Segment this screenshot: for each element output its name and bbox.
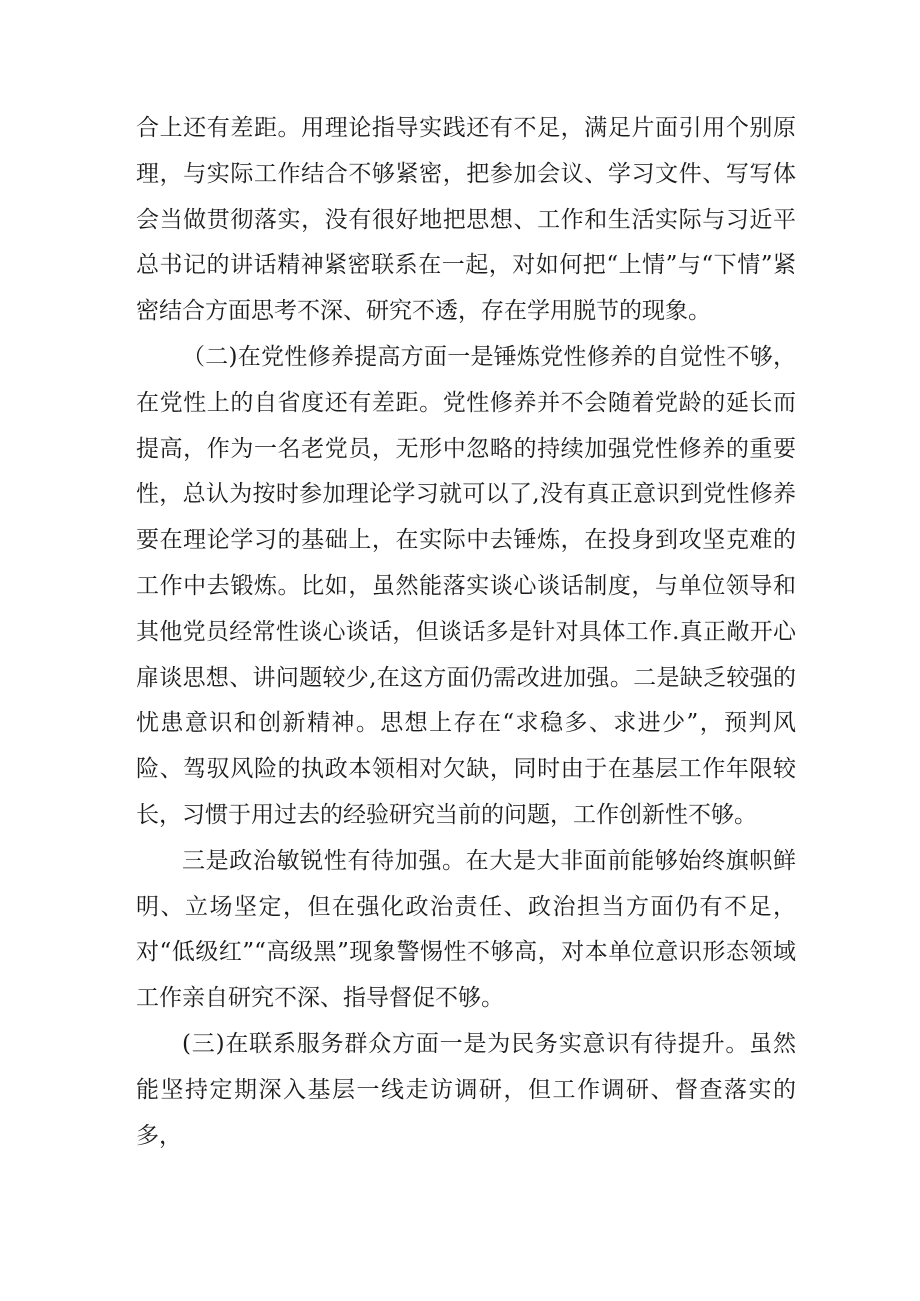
document-body [136, 106, 796, 1159]
paragraph-serving-masses: (三)在联系服务群众方面一是为民务实意识有待提升。虽然能坚持定期深入基层一线走访调研，但工作调研、督查落实的多， [136, 1030, 796, 1149]
paragraph-political-sensitivity: 三是政治敏锐性有待加强。在大是大非面前能够始终旗帜鲜明、立场坚定，但在强化政治责任、政治担当方面仍有不足，对“低级红”“高级黑”现象警惕性不够高，对本单位意识形态领域工作亲自研究不深、指导督促不够。 [136, 847, 796, 1012]
paragraph-continuation: 合上还有差距。用理论指导实践还有不足，满足片面引用个别原理，与实际工作结合不够紧密，把参加会议、学习文件、写写体会当做贯彻落实，没有很好地把思想、工作和生活实际与习近平总书记的讲话精神紧密联系在一起，对如何把“上情”与“下情”紧密结合方面思考不深、研究不透，存在学用脱节的现象。 [136, 115, 796, 325]
paragraph-party-spirit: （二)在党性修养提高方面一是锤炼党性修养的自觉性不够，在党性上的自省度还有差距。党性修养并不会随着党龄的延长而提高，作为一名老党员，无形中忽略的持续加强党性修养的重要性，总认为按时参加理论学习就可以了,没有真正意识到党性修养要在理论学习的基础上，在实际中去锤炼，在投身到攻坚克难的工作中去锻炼。比如，虽然能落实谈心谈话制度，与单位领导和其他党员经常性谈心谈话，但谈话多是针对具体工作.真正敞开心扉谈思想、讲问题较少,在这方面仍需改进加强。二是缺乏较强的忧患意识和创新精神。思想上存在“求稳多、求进少”，预判风险、驾驭风险的执政本领相对欠缺，同时由于在基层工作年限较长，习惯于用过去的经验研究当前的问题，工作创新性不够。 [136, 343, 796, 828]
